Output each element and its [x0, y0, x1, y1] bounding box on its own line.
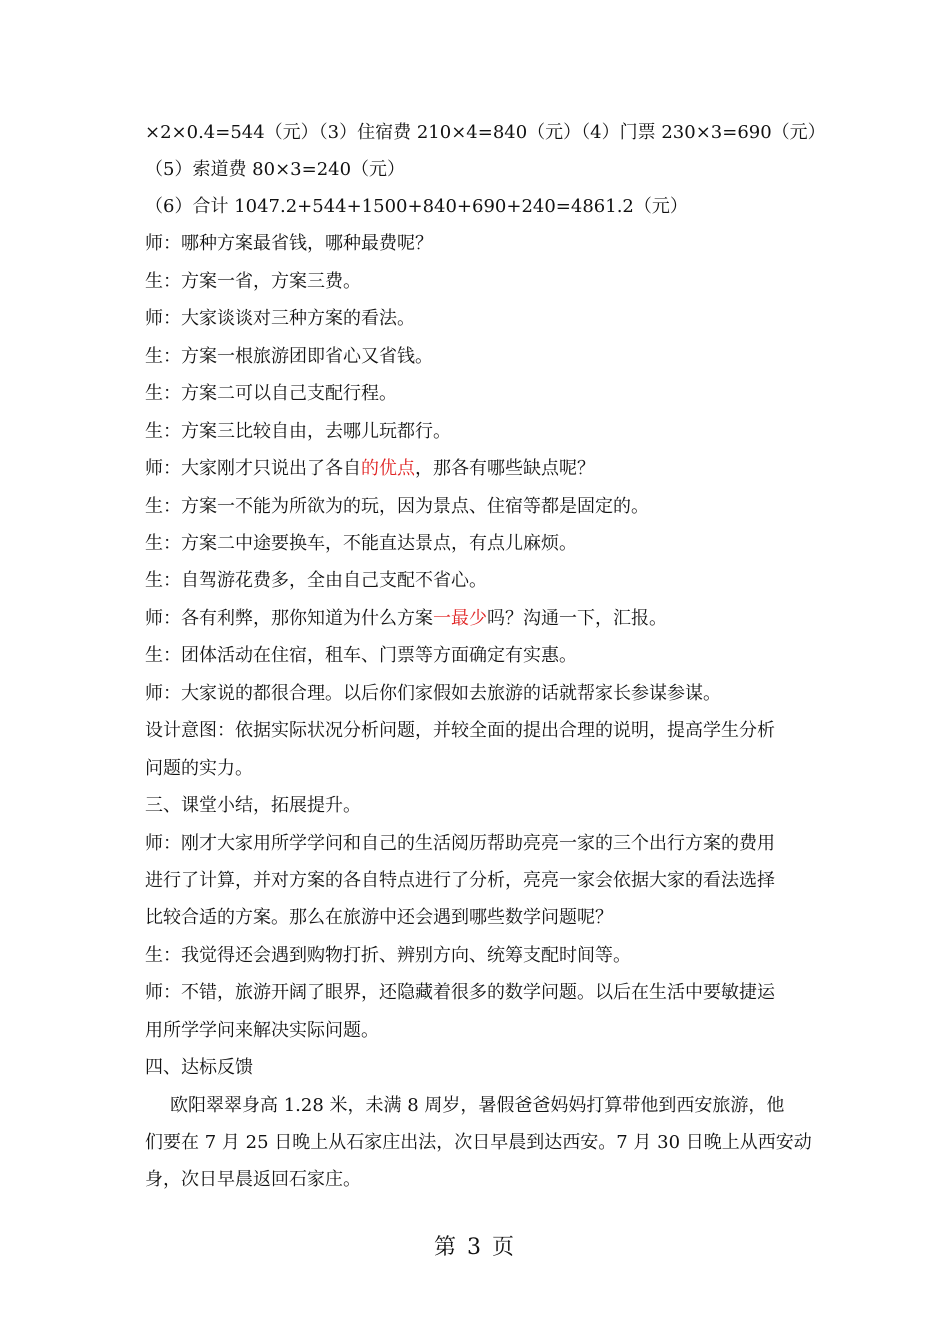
text-segment: 师：大家刚才只说出了各自 — [145, 458, 361, 479]
text-line: 欧阳翠翠身高 1.28 米，未满 8 周岁，暑假爸爸妈妈打算带他到西安旅游，他 — [170, 1095, 785, 1116]
text-line: 比较合适的方案。那么在旅游中还会遇到哪些数学问题呢？ — [145, 907, 613, 928]
text-line: 生：方案一不能为所欲为的玩，因为景点、住宿等都是固定的。 — [145, 496, 649, 517]
text-segment: 师：各有利弊，那你知道为什么方案 — [145, 608, 433, 629]
text-line: 问题的实力。 — [145, 758, 253, 779]
text-line: 们要在 7 月 25 日晚上从石家庄出法，次日早晨到达西安。7 月 30 日晚上从西安动 — [145, 1132, 812, 1153]
text-segment: 吗？沟通一下，汇报。 — [487, 608, 667, 629]
page-number: 第 3 页 — [434, 1235, 516, 1260]
section-heading: 三、课堂小结，拓展提升。 — [145, 795, 361, 816]
text-line: 设计意图：依据实际状况分析问题，并较全面的提出合理的说明，提高学生分析 — [145, 720, 775, 741]
text-line: 生：方案一省，方案三费。 — [145, 271, 361, 292]
text-line: 进行了计算，并对方案的各自特点进行了分析，亮亮一家会依据大家的看法选择 — [145, 870, 775, 891]
text-line: 师：哪种方案最省钱，哪种最费呢？ — [145, 233, 433, 254]
text-line: （6）合计 1047.2+544+1500+840+690+240=4861.2（元） — [145, 196, 688, 217]
text-line: 师：刚才大家用所学学问和自己的生活阅历帮助亮亮一家的三个出行方案的费用 — [145, 833, 775, 854]
text-line: 生：方案三比较自由，去哪儿玩都行。 — [145, 421, 451, 442]
highlight-text: 的优点 — [361, 458, 415, 479]
text-line: 师：大家谈谈对三种方案的看法。 — [145, 308, 415, 329]
text-line: 生：方案二可以自己支配行程。 — [145, 383, 397, 404]
text-line: 生：团体活动在住宿，租车、门票等方面确定有实惠。 — [145, 645, 577, 666]
text-segment: ，那各有哪些缺点呢？ — [415, 458, 595, 479]
text-line: （5）索道费 80×3=240（元） — [145, 159, 406, 180]
text-line-with-highlight — [145, 457, 595, 481]
text-line: 师：大家说的都很合理。以后你们家假如去旅游的话就帮家长参谋参谋。 — [145, 683, 721, 704]
highlight-text: 一最少 — [433, 608, 487, 629]
text-line-with-highlight — [145, 607, 667, 631]
section-heading: 四、达标反馈 — [145, 1057, 253, 1078]
text-line: 生：我觉得还会遇到购物打折、辨别方向、统筹支配时间等。 — [145, 945, 631, 966]
text-line: 生：方案一根旅游团即省心又省钱。 — [145, 346, 433, 367]
text-line: 师：不错，旅游开阔了眼界，还隐藏着很多的数学问题。以后在生活中要敏捷运 — [145, 982, 775, 1003]
text-line: 生：方案二中途要换车，不能直达景点，有点儿麻烦。 — [145, 533, 577, 554]
text-line: 身，次日早晨返回石家庄。 — [145, 1169, 361, 1190]
text-line: 用所学学问来解决实际问题。 — [145, 1020, 379, 1041]
text-line: 生：自驾游花费多，全由自己支配不省心。 — [145, 570, 487, 591]
text-line: ×2×0.4=544（元）（3）住宿费 210×4=840（元）（4）门票 230×3=690（元） — [145, 122, 826, 143]
